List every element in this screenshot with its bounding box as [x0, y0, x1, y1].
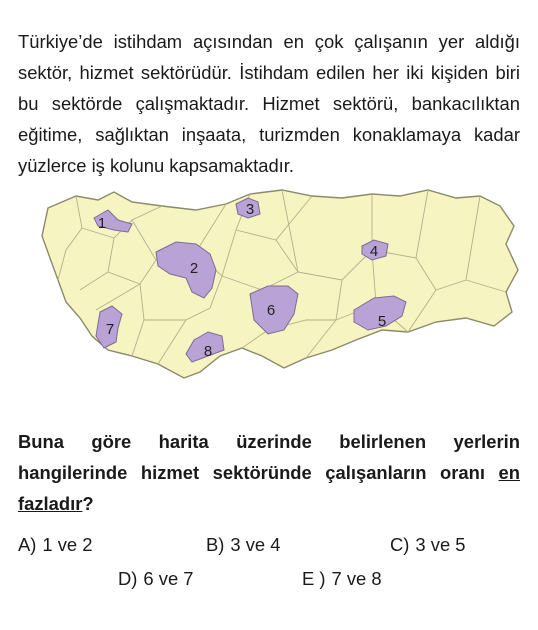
region-label-4: 4	[369, 243, 379, 260]
option-e-text: 7 ve 8	[331, 568, 382, 589]
option-e-letter: E )	[302, 568, 326, 589]
option-b-letter: B)	[206, 534, 225, 555]
question-text	[18, 426, 520, 519]
region-label-5: 5	[377, 313, 387, 330]
option-a[interactable]	[18, 533, 93, 557]
option-b[interactable]	[206, 533, 281, 557]
option-e[interactable]	[302, 567, 382, 591]
turkey-provinces-map	[36, 180, 520, 390]
option-a-text: 1 ve 2	[42, 534, 93, 555]
region-label-8: 8	[203, 343, 213, 360]
question-end: ?	[82, 493, 94, 514]
option-a-letter: A)	[18, 534, 37, 555]
option-b-text: 3 ve 4	[230, 534, 281, 555]
option-d-letter: D)	[118, 568, 138, 589]
region-label-3: 3	[245, 201, 255, 218]
option-c-text: 3 ve 5	[415, 534, 466, 555]
question-emphasis: en fazladır	[18, 462, 520, 514]
question-main: Buna göre harita üzerinde belirlenen yerlerin hangilerinde hizmet sektöründe çalışanların oranı	[18, 431, 520, 483]
region-label-7: 7	[105, 321, 115, 338]
option-c-letter: C)	[390, 534, 410, 555]
option-d-text: 6 ve 7	[143, 568, 194, 589]
intro-paragraph: Türkiye’de istihdam açısından en çok çalışanın yer aldığı sektör, hizmet sektörüdür. İstihdam edilen her iki kişiden biri bu sektörde çalışmaktadır. Hizmet sektörü, bankacılıktan eğitime, sağlıktan inşaata, turizmden konaklamaya kadar yüzlerce iş kolunu kapsamaktadır.	[18, 31, 520, 176]
region-label-6: 6	[266, 302, 276, 319]
option-c[interactable]	[390, 533, 466, 557]
region-label-2: 2	[189, 260, 199, 277]
region-label-1: 1	[97, 215, 107, 232]
option-d[interactable]	[118, 567, 194, 591]
